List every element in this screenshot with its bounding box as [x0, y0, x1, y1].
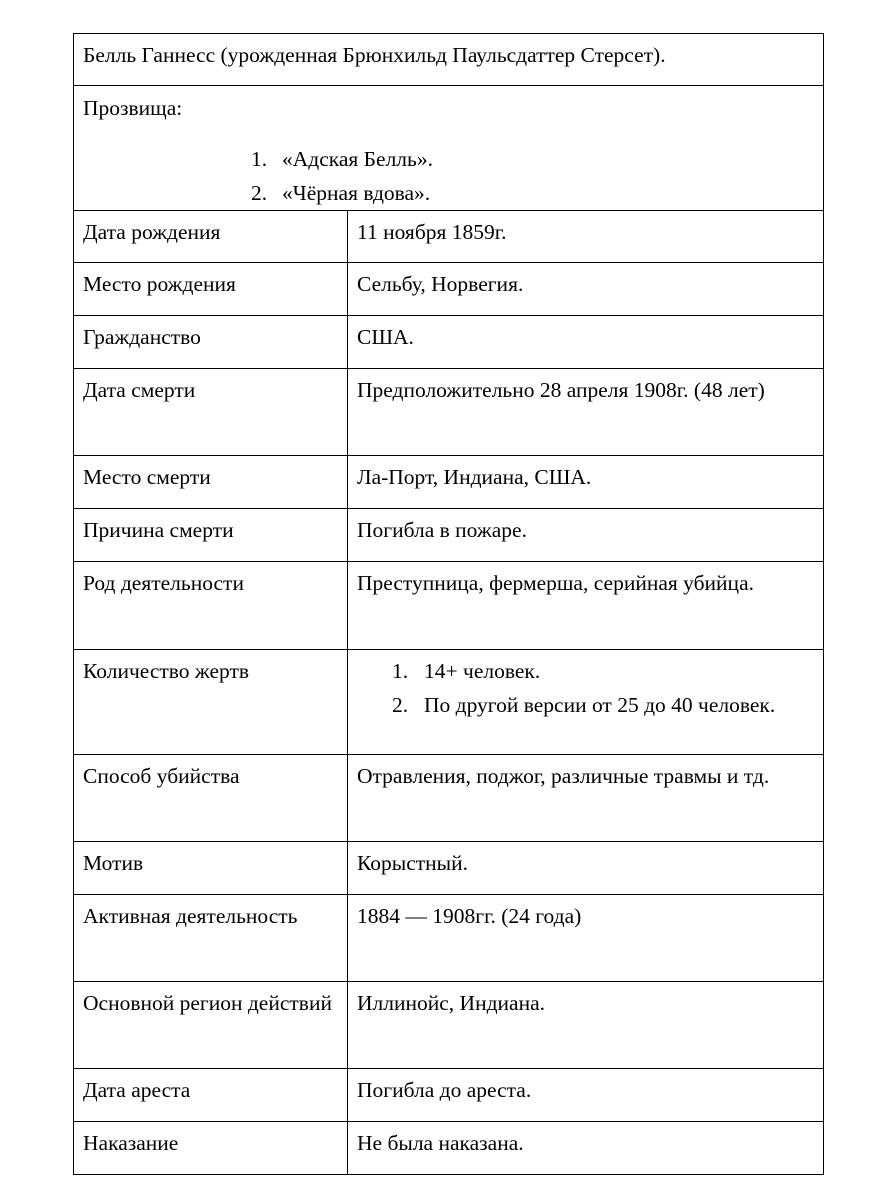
table-row [74, 369, 824, 456]
list-number: 1. [392, 659, 409, 683]
row-label: Дата рождения [74, 211, 348, 263]
list-item [83, 142, 814, 176]
row-value: Погибла до ареста. [348, 1069, 824, 1122]
row-value: Погибла в пожаре. [348, 509, 824, 562]
table-row [74, 895, 824, 982]
list-text: 14+ человек. [424, 659, 541, 683]
table-row [74, 211, 824, 263]
table-row [74, 982, 824, 1069]
row-label: Основной регион действий [74, 982, 348, 1069]
row-label: Мотив [74, 842, 348, 895]
header-row [74, 34, 824, 86]
row-value: Преступница, фермерша, серийная убийца. [348, 562, 824, 650]
row-label: Активная деятельность [74, 895, 348, 982]
row-label: Род деятельности [74, 562, 348, 650]
nicknames-list [83, 142, 814, 210]
list-text: «Чёрная вдова». [282, 181, 431, 205]
list-item [83, 176, 814, 210]
nicknames-cell [74, 86, 824, 211]
row-value: США. [348, 316, 824, 369]
list-item [357, 654, 814, 688]
table-row [74, 842, 824, 895]
row-value: Предположительно 28 апреля 1908г. (48 лет) [348, 369, 824, 456]
table-row [74, 509, 824, 562]
table-row [74, 650, 824, 755]
nicknames-label: Прозвища: [83, 96, 183, 120]
row-label: Место смерти [74, 456, 348, 509]
table-row [74, 263, 824, 316]
list-item [357, 688, 814, 722]
list-text: «Адская Белль». [282, 147, 433, 171]
row-label: Причина смерти [74, 509, 348, 562]
row-label: Гражданство [74, 316, 348, 369]
table-row [74, 755, 824, 842]
row-label: Наказание [74, 1122, 348, 1175]
row-value: Не была наказана. [348, 1122, 824, 1175]
list-number: 1. [251, 147, 268, 171]
row-value: Отравления, поджог, различные травмы и тд. [348, 755, 824, 842]
row-value: Ла-Порт, Индиана, США. [348, 456, 824, 509]
row-label: Место рождения [74, 263, 348, 316]
page-title: Белль Ганнесс (урожденная Брюнхильд Паульсдаттер Стерсет). [83, 43, 666, 67]
table-row [74, 1122, 824, 1175]
table-row [74, 456, 824, 509]
row-value: 1884 — 1908гг. (24 года) [348, 895, 824, 982]
row-value: 11 ноября 1859г. [348, 211, 824, 263]
list-number: 2. [251, 181, 268, 205]
row-label: Дата смерти [74, 369, 348, 456]
table-row [74, 562, 824, 650]
row-label: Дата ареста [74, 1069, 348, 1122]
row-value: Иллинойс, Индиана. [348, 982, 824, 1069]
list-text: По другой версии от 25 до 40 человек. [424, 693, 776, 717]
row-label: Способ убийства [74, 755, 348, 842]
victims-list [357, 654, 814, 722]
row-value: Сельбу, Норвегия. [348, 263, 824, 316]
row-value: Корыстный. [348, 842, 824, 895]
row-label: Количество жертв [74, 650, 348, 755]
profile-table [73, 33, 824, 1175]
row-value [348, 650, 824, 755]
table-row [74, 316, 824, 369]
table-row [74, 1069, 824, 1122]
nicknames-row [74, 86, 824, 211]
title-cell [74, 34, 824, 86]
list-number: 2. [392, 693, 409, 717]
